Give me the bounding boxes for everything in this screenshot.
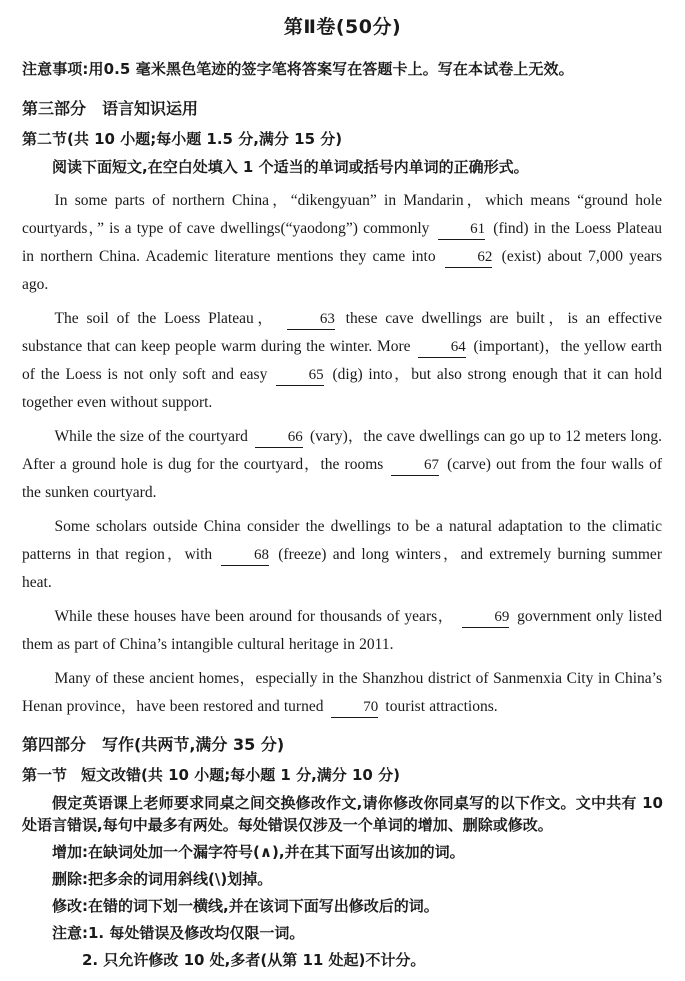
passage-text: In some parts of northern China，“dikengyuan” in Mandarin，which means “ground hole courtyards，” is a type of cave dwellings(“yaodong”) commonly — [22, 192, 662, 237]
passage-text: these cave dwellings are built，is an effective substance that can keep people warm during the winter. More — [22, 310, 662, 355]
part-four-name: 写作(共两节,满分 35 分) — [102, 735, 285, 754]
answer-blank-70[interactable]: 70 — [331, 697, 379, 718]
passage-paragraph — [22, 603, 662, 659]
correction-rule: 修改:在错的词下划一横线,并在该词下面写出修改后的词。 — [52, 897, 439, 915]
passage-text: While the size of the courtyard — [54, 428, 248, 445]
part-three-heading — [0, 97, 685, 120]
passage-text: government only listed them as part of China’s intangible cultural heritage in 2011. — [22, 608, 662, 653]
answer-blank-68[interactable]: 68 — [221, 545, 269, 566]
notice-text: 注意事项:用0.5 毫米黑色笔迹的签字笔将答案写在答题卡上。写在本试卷上无效。 — [22, 60, 574, 78]
answer-blank-67[interactable]: 67 — [391, 455, 439, 476]
passage-text: (dig) into，but also strong enough that it can hold together even without support. — [22, 366, 662, 411]
section-spec: (共 10 小题;每小题 1.5 分,满分 15 分) — [67, 130, 343, 148]
part-four-label: 第四部分 — [22, 735, 87, 754]
correction-rule-last: 2. 只允许修改 10 处,多者(从第 11 处起)不计分。 — [82, 951, 426, 969]
answer-blank-61[interactable]: 61 — [438, 219, 486, 240]
passage-paragraph — [22, 665, 662, 721]
answer-blank-62[interactable]: 62 — [445, 247, 493, 268]
passage-text: (carve) out from the four walls of the sunken courtyard. — [22, 456, 662, 501]
passage-text: (freeze) and long winters，and extremely burning summer heat. — [22, 546, 662, 591]
passage-text: tourist attractions. — [385, 698, 498, 715]
passage-text: (find) in the Loess Plateau in northern China. Academic literature mentions they came into — [22, 220, 662, 265]
part-four-intro: 假定英语课上老师要求同桌之间交换修改作文,请你修改你同桌写的以下作文。文中共有 10 处语言错误,每句中最多有两处。每处错误仅涉及一个单词的增加、删除或修改。 — [22, 794, 663, 834]
passage-paragraph — [22, 423, 662, 507]
answer-blank-69[interactable]: 69 — [462, 607, 510, 628]
part-four-section-name: 短文改错(共 10 小题;每小题 1 分,满分 10 分) — [81, 766, 400, 784]
passage-text: (important)，the yellow earth of the Loess is not only soft and easy — [22, 338, 663, 383]
part-three-label: 第三部分 — [22, 99, 87, 118]
part-four-section-heading — [0, 764, 685, 786]
part-three-name: 语言知识运用 — [102, 99, 199, 118]
reading-passage — [0, 187, 685, 721]
passage-text: (exist) about 7,000 years ago. — [22, 248, 662, 293]
correction-rule: 增加:在缺词处加一个漏字符号(∧),并在其下面写出该加的词。 — [52, 843, 465, 861]
passage-text: Many of these ancient homes，especially in the Shanzhou district of Sanmenxia City in China’s Henan province，have been restored and turned — [22, 670, 662, 715]
answer-blank-63[interactable]: 63 — [287, 309, 335, 330]
passage-paragraph — [22, 305, 662, 417]
part-three-section-heading — [0, 128, 685, 150]
answer-blank-64[interactable]: 64 — [418, 337, 466, 358]
answer-blank-65[interactable]: 65 — [276, 365, 324, 386]
part-four-heading — [0, 733, 685, 756]
passage-text: While these houses have been around for thousands of years， — [54, 608, 454, 625]
answer-blank-66[interactable]: 66 — [255, 427, 303, 448]
passage-paragraph — [22, 187, 662, 299]
section-label: 第二节 — [22, 130, 68, 148]
part-three-instruction: 阅读下面短文,在空白处填入 1 个适当的单词或括号内单词的正确形式。 — [52, 158, 529, 176]
page-title: 第Ⅱ卷(50分) — [283, 16, 402, 38]
passage-paragraph — [22, 513, 662, 597]
correction-rule: 注意:1. 每处错误及修改均仅限一词。 — [52, 924, 305, 942]
passage-text: The soil of the Loess Plateau， — [54, 310, 277, 327]
correction-rules — [0, 841, 685, 944]
part-four-section-label: 第一节 — [22, 766, 68, 784]
passage-text: Some scholars outside China consider the dwellings to be a natural adaptation to the climatic patterns in that region，with — [22, 518, 662, 563]
exam-page — [0, 14, 685, 981]
passage-text: (vary)，the cave dwellings can go up to 12 meters long. After a ground hole is dug for the courtyard，the rooms — [22, 428, 662, 473]
correction-rule: 删除:把多余的词用斜线(\)划掉。 — [52, 870, 273, 888]
